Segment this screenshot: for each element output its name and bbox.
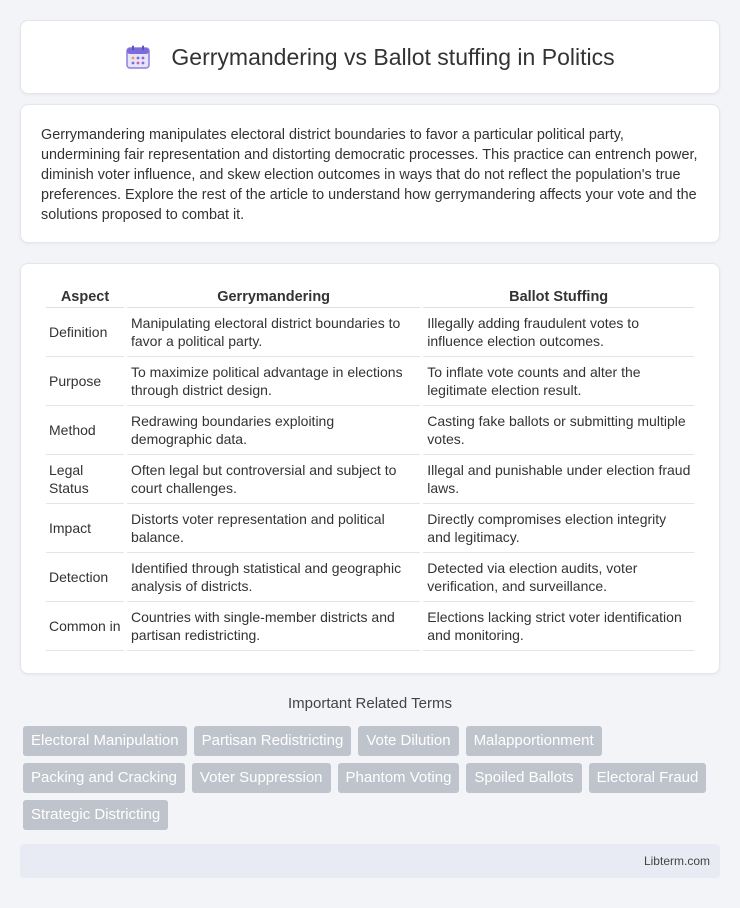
row-gerrymandering: Identified through statistical and geographic analysis of districts.: [127, 553, 420, 602]
row-ballot-stuffing: Illegally adding fraudulent votes to influence election outcomes.: [423, 308, 694, 357]
term-tag[interactable]: Malapportionment: [466, 726, 602, 756]
term-tag[interactable]: Spoiled Ballots: [466, 763, 581, 793]
row-gerrymandering: Manipulating electoral district boundaries to favor a political party.: [127, 308, 420, 357]
page-title: Gerrymandering vs Ballot stuffing in Politics: [171, 43, 615, 70]
row-ballot-stuffing: Illegal and punishable under election fraud laws.: [423, 455, 694, 504]
term-tag[interactable]: Packing and Cracking: [23, 763, 185, 793]
intro-card: [20, 104, 720, 243]
row-gerrymandering: Redrawing boundaries exploiting demographic data.: [127, 406, 420, 455]
comparison-card: [20, 263, 720, 674]
row-ballot-stuffing: Elections lacking strict voter identification and monitoring.: [423, 602, 694, 651]
term-tag[interactable]: Partisan Redistricting: [194, 726, 352, 756]
footer-brand-link[interactable]: Libterm.com: [643, 854, 710, 868]
row-aspect: Purpose: [46, 357, 124, 406]
table-row: [46, 308, 694, 357]
title-card: [20, 20, 720, 94]
table-row: [46, 406, 694, 455]
row-ballot-stuffing: Directly compromises election integrity and legitimacy.: [423, 504, 694, 553]
term-tag[interactable]: Strategic Districting: [23, 800, 168, 830]
row-ballot-stuffing: Casting fake ballots or submitting multiple votes.: [423, 406, 694, 455]
row-gerrymandering: To maximize political advantage in elections through district design.: [127, 357, 420, 406]
row-aspect: Definition: [46, 308, 124, 357]
row-aspect: Legal Status: [46, 455, 124, 504]
row-gerrymandering: Countries with single-member districts and partisan redistricting.: [127, 602, 420, 651]
table-row: [46, 357, 694, 406]
intro-paragraph: Gerrymandering manipulates electoral district boundaries to favor a particular political party, undermining fair representation and distorting democratic processes. This practice can entrench power, diminish voter influence, and skew election outcomes in ways that do not reflect the population's true preferences. Explore the rest of the article to understand how gerrymandering affects your vote and the solutions proposed to combat it.: [41, 127, 698, 223]
term-tag[interactable]: Voter Suppression: [192, 763, 331, 793]
row-aspect: Common in: [46, 602, 124, 651]
term-tag[interactable]: Phantom Voting: [338, 763, 460, 793]
comparison-table: [43, 284, 697, 651]
table-row: [46, 553, 694, 602]
term-tag[interactable]: Electoral Manipulation: [23, 726, 187, 756]
row-ballot-stuffing: To inflate vote counts and alter the legitimate election result.: [423, 357, 694, 406]
row-aspect: Method: [46, 406, 124, 455]
related-terms-title: Important Related Terms: [288, 695, 452, 712]
header-ballot-stuffing: Ballot Stuffing: [423, 284, 694, 308]
table-header-row: [46, 284, 694, 308]
table-row: [46, 602, 694, 651]
footer: [20, 844, 720, 878]
row-aspect: Detection: [46, 553, 124, 602]
row-gerrymandering: Distorts voter representation and political balance.: [127, 504, 420, 553]
header-gerrymandering: Gerrymandering: [127, 284, 420, 308]
term-tag[interactable]: Vote Dilution: [358, 726, 458, 756]
calendar-icon: [125, 44, 151, 70]
related-terms-list: [23, 726, 723, 837]
header-aspect: Aspect: [46, 284, 124, 308]
table-row: [46, 455, 694, 504]
table-row: [46, 504, 694, 553]
row-gerrymandering: Often legal but controversial and subject to court challenges.: [127, 455, 420, 504]
row-ballot-stuffing: Detected via election audits, voter verification, and surveillance.: [423, 553, 694, 602]
term-tag[interactable]: Electoral Fraud: [589, 763, 707, 793]
row-aspect: Impact: [46, 504, 124, 553]
